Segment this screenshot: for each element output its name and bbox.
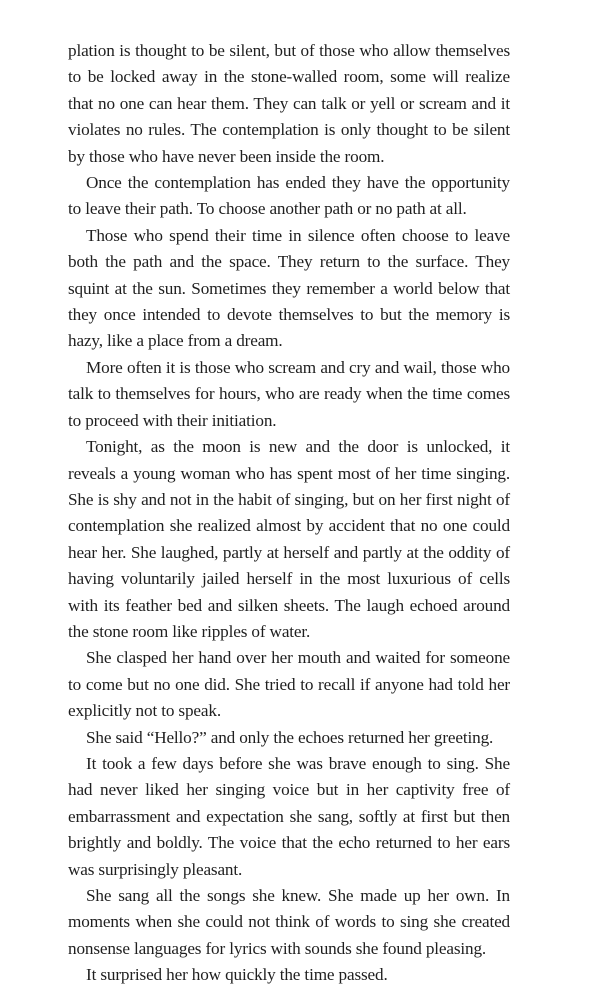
paragraph-continued: plation is thought to be silent, but of those who allow themselves to be locked away in the stone-walled room, some will realize that no one can hear them. They can talk or yell or scream and it violates no rules. The contemplation is only thought to be silent by those who have never been inside the room.	[68, 41, 510, 166]
paragraph: Once the contemplation has ended they have the opportunity to leave their path. To choose another path or no path at all.	[68, 173, 510, 219]
paragraph: It took a few days before she was brave enough to sing. She had never liked her singing voice but in her captivity free of embarrassment and expectation she sang, softly at first but then brightly and boldly. The voice that the echo returned to her ears was surprisingly pleasant.	[68, 753, 510, 879]
paragraph: It surprised her how quickly the time passed.	[86, 965, 388, 985]
paragraph: She said “Hello?” and only the echoes returned her greeting.	[86, 727, 494, 747]
book-page	[68, 38, 510, 989]
paragraph: She sang all the songs she knew. She made up her own. In moments when she could not think of words to sing she created nonsense languages for lyrics with sounds she found pleasing.	[68, 886, 510, 958]
paragraph: Those who spend their time in silence often choose to leave both the path and the space. They return to the surface. They squint at the sun. Sometimes they remember a world below that they once intended to devote themselves to but the memory is hazy, like a place from a dream.	[68, 225, 510, 351]
paragraph: She clasped her hand over her mouth and waited for someone to come but no one did. She tried to recall if anyone had told her explicitly not to speak.	[68, 648, 510, 721]
paragraph: More often it is those who scream and cry and wail, those who talk to themselves for hours, who are ready when the time comes to proceed with their initiation.	[68, 357, 510, 430]
paragraph: Tonight, as the moon is new and the door is unlocked, it reveals a young woman who has spent most of her time singing. She is shy and not in the habit of singing, but on her first night of contemplation she realized almost by accident that no one could hear her. She laughed, partly at herself and partly at the oddity of having voluntarily jailed herself in the most luxurious of cells with its feather bed and silken sheets. The laugh echoed around the stone room like ripples of water.	[68, 437, 510, 641]
